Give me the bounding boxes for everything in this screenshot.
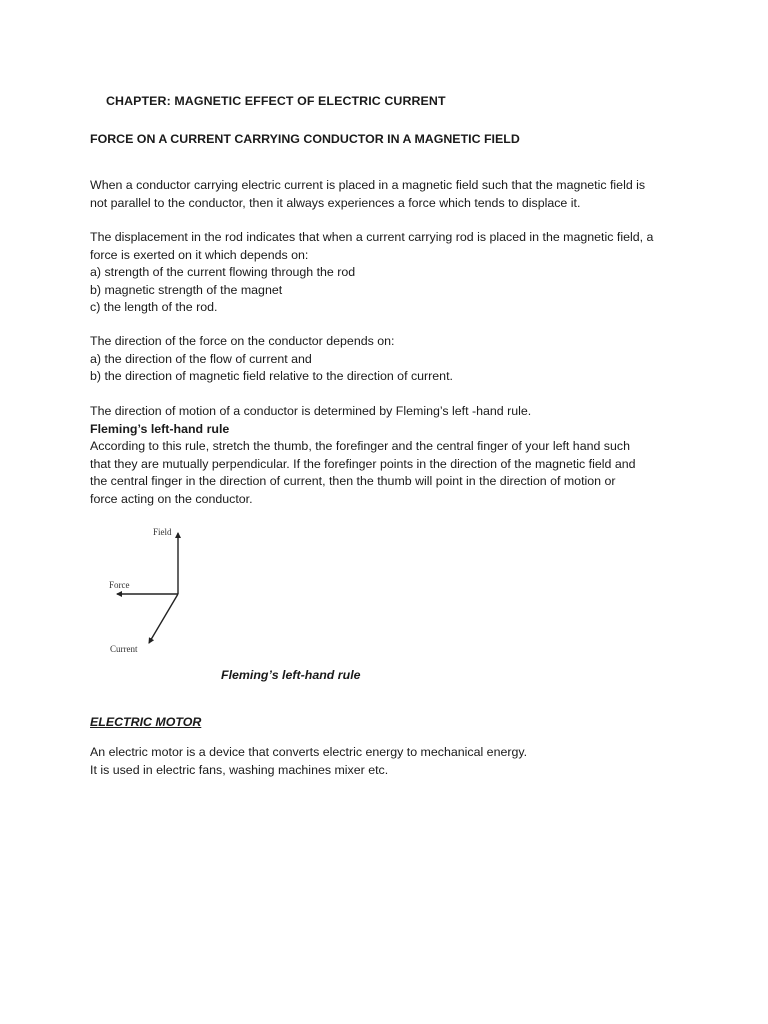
paragraph-motor <box>90 744 680 779</box>
chapter-title: CHAPTER: MAGNETIC EFFECT OF ELECTRIC CURRENT <box>106 94 446 108</box>
paragraph-line: force acting on the conductor. <box>90 491 253 506</box>
list-item: a) the direction of the flow of current and <box>90 351 312 366</box>
paragraph-line: the central finger in the direction of current, then the thumb will point in the direction of motion or <box>90 474 616 489</box>
flemings-rule-diagram <box>100 520 210 660</box>
section-heading: FORCE ON A CURRENT CARRYING CONDUCTOR IN A MAGNETIC FIELD <box>90 132 520 146</box>
list-item: b) magnetic strength of the magnet <box>90 282 283 297</box>
force-label: Force <box>109 580 130 590</box>
paragraph-line: The direction of motion of a conductor is determined by Fleming’s left -hand rule. <box>90 404 532 418</box>
paragraph-definition <box>90 177 680 212</box>
paragraph-line: According to this rule, stretch the thumb, the forefinger and the central finger of your left hand such <box>90 439 630 454</box>
list-item: c) the length of the rod. <box>90 300 218 315</box>
paragraph-line: When a conductor carrying electric current is placed in a magnetic field such that the magnetic field is <box>90 178 646 192</box>
field-label: Field <box>153 527 172 537</box>
paragraph-line: force is exerted on it which depends on: <box>90 247 309 262</box>
list-item: a) strength of the current flowing through the rod <box>90 265 356 280</box>
paragraph-line: The direction of the force on the conductor depends on: <box>90 334 395 348</box>
paragraph-line: An electric motor is a device that converts electric energy to mechanical energy. <box>90 745 528 759</box>
current-label: Current <box>110 644 138 654</box>
paragraph-factors <box>90 229 680 317</box>
paragraph-line: not parallel to the conductor, then it always experiences a force which tends to displace it. <box>90 195 581 210</box>
current-arrow <box>149 594 178 643</box>
paragraph-line: It is used in electric fans, washing machines mixer etc. <box>90 762 389 777</box>
diagram-caption: Fleming’s left-hand rule <box>221 668 361 682</box>
list-item: b) the direction of magnetic field relative to the direction of current. <box>90 369 453 384</box>
paragraph-fleming <box>90 403 680 509</box>
paragraph-direction <box>90 333 680 386</box>
electric-motor-heading: ELECTRIC MOTOR <box>90 715 202 729</box>
paragraph-line: The displacement in the rod indicates that when a current carrying rod is placed in the magnetic field, a <box>90 230 654 244</box>
paragraph-line: that they are mutually perpendicular. If the forefinger points in the direction of the magnetic field and <box>90 456 636 471</box>
rule-title: Fleming’s left-hand rule <box>90 421 230 436</box>
